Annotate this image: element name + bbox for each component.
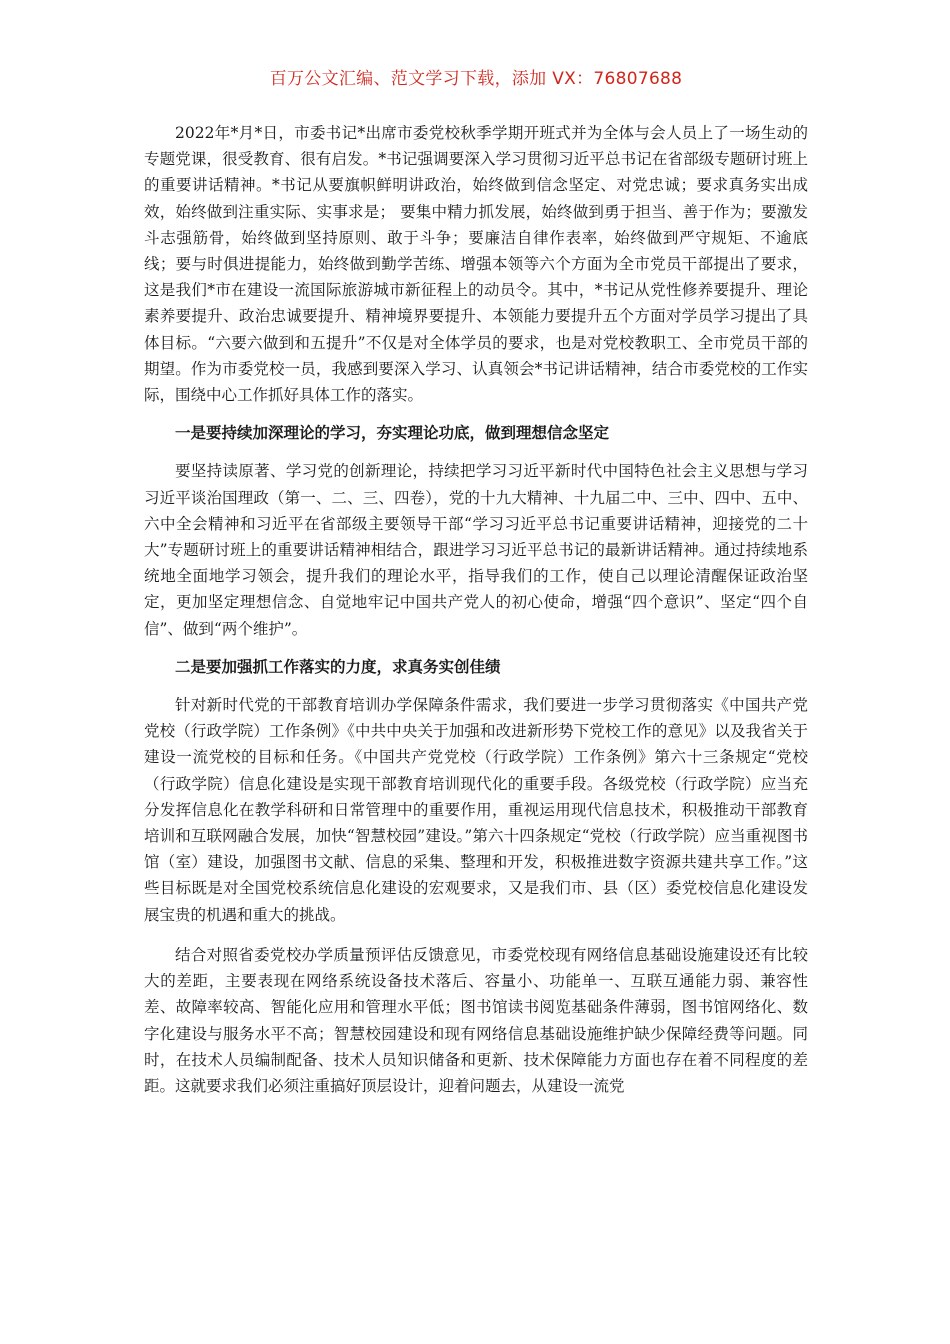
- document-page: [144, 62, 808, 1099]
- section2-paragraph-2: 结合对照省委党校办学质量预评估反馈意见，市委党校现有网络信息基础设施建设还有比较大的差距，主要表现在网络系统设备技术落后、容量小、功能单一、互联互通能力弱、兼容性差、故障率较高、智能化应用和管理水平低；图书馆读书阅览基础条件薄弱，图书馆网络化、数字化建设与服务水平不高；智慧校园建设和现有网络信息基础设施维护缺少保障经费等问题。同时，在技术人员编制配备、技术人员知识储备和更新、技术保障能力方面也存在着不同程度的差距。这就要求我们必须注重搞好顶层设计，迎着问题去，从建设一流党: [144, 945, 808, 1095]
- section2-heading: 二是要加强抓工作落实的力度，求真务实创佳绩: [175, 657, 501, 676]
- header-banner: 百万公文汇编、范文学习下载，添加 VX：76807688: [269, 69, 683, 89]
- section1-heading: 一是要持续加深理论的学习，夯实理论功底，做到理想信念坚定: [175, 424, 610, 443]
- section1-paragraph: 要坚持读原著、学习党的创新理论，持续把学习习近平新时代中国特色社会主义思想与学习习近平谈治国理政（第一、二、三、四卷），党的十九大精神、十九届二中、三中、四中、五中、六中全会精神和习近平在省部级主要领导干部“学习习近平总书记重要讲话精神，迎接党的二十大”专题研讨班上的重要讲话精神相结合，跟进学习习近平总书记的最新讲话精神。通过持续地系统地全面地学习领会，提升我们的理论水平，指导我们的工作，使自己以理论清醒保证政治坚定，更加坚定理想信念、自觉地牢记中国共产党人的初心使命，增强“四个意识”、坚定“四个自信”、做到“两个维护”。: [144, 462, 808, 638]
- intro-paragraph: 2022年*月*日，市委书记*出席市委党校秋季学期开班式并为全体与会人员上了一场生动的专题党课，很受教育、很有启发。*书记强调要深入学习贯彻习近平总书记在省部级专题研讨班上的重要讲话精神。*书记从要旗帜鲜明讲政治，始终做到信念坚定、对党忠诚；要求真务实出成效，始终做到注重实际、实事求是； 要集中精力抓发展，始终做到勇于担当、善于作为；要激发斗志强筋骨，始终做到坚持原则、敢于斗争；要廉洁自律作表率，始终做到严守规矩、不逾底线；要与时俱进提能力，始终做到勤学苦练、增强本领等六个方面为全市党员干部提出了要求，这是我们*市在建设一流国际旅游城市新征程上的动员令。其中，*书记从党性修养要提升、理论素养要提升、政治忠诚要提升、精神境界要提升、本领能力要提升五个方面对学员学习提出了具体目标。“六要六做到和五提升”不仅是对全体学员的要求，也是对党校教职工、全市党员干部的期望。作为市委党校一员，我感到要深入学习、认真领会*书记讲话精神，结合市委党校的工作实际，围绕中心工作抓好具体工作的落实。: [144, 124, 808, 405]
- section2-paragraph-1: 针对新时代党的干部教育培训办学保障条件需求，我们要进一步学习贯彻落实《中国共产党党校（行政学院）工作条例》《中共中央关于加强和改进新形势下党校工作的意见》以及我省关于建设一流党校的目标和任务。《中国共产党党校（行政学院）工作条例》第六十三条规定“党校（行政学院）信息化建设是实现干部教育培训现代化的重要手段。各级党校（行政学院）应当充分发挥信息化在教学科研和日常管理中的重要作用，重视运用现代信息技术，积极推动干部教育培训和互联网融合发展，加快“智慧校园”建设。”第六十四条规定“党校（行政学院）应当重视图书馆（室）建设，加强图书文献、信息的采集、整理和开发，积极推进数字资源共建共享工作。”这些目标既是对全国党校系统信息化建设的宏观要求，又是我们市、县（区）委党校信息化建设发展宝贵的机遇和重大的挑战。: [144, 696, 808, 924]
